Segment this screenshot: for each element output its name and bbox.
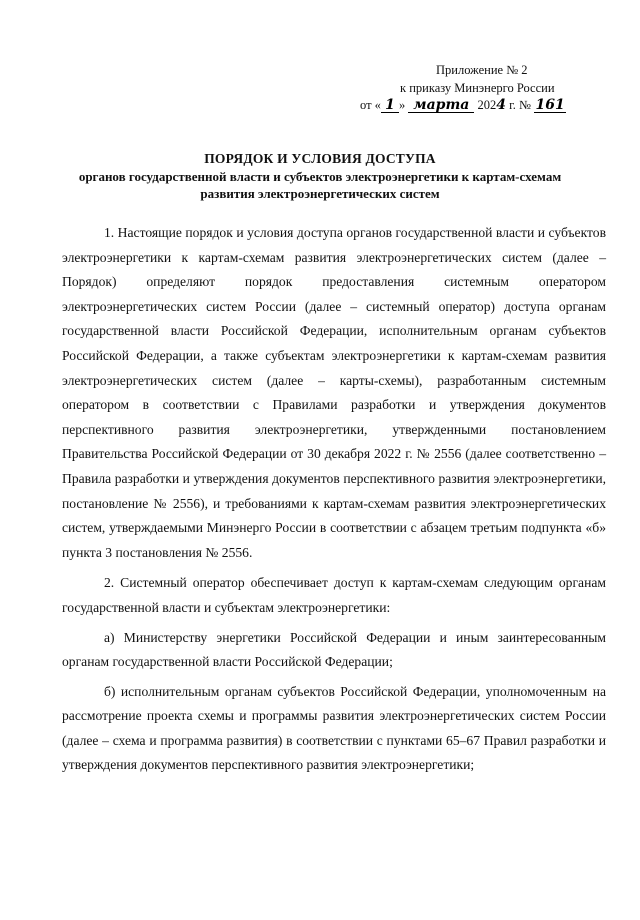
year-prefix: 202	[477, 98, 497, 112]
appendix-block	[360, 62, 600, 115]
paragraph-2: 2. Системный оператор обеспечивает доступ к картам-схемам следующим органам государственной власти и субъектам электроэнергетики:	[62, 575, 606, 615]
date-prefix: от «	[360, 98, 381, 112]
handwritten-year-digit: 4	[496, 97, 506, 113]
document-title: ПОРЯДОК И УСЛОВИЯ ДОСТУПА	[204, 151, 436, 166]
paragraph-1: 1. Настоящие порядок и условия доступа органов государственной власти и субъектов электроэнергетики к картам-схемам развития электроэнергетических систем (далее – Порядок) определяют порядок предоставления системным оператором электроэнергетических систем России (далее – системный оператор) доступа органам государственной власти Российской Федерации, исполнительным органам субъектов Российской Федерации, а также субъектам электроэнергетики к картам-схемам развития электроэнергетических систем (далее – карты-схемы), разработанным системным оператором в соответствии с Правилами разработки и утверждения документов перспективного развития электроэнергетики, утвержденными постановлением Правительства Российской Федерации от 30 декабря 2022 г. № 2556 (далее соответственно – Правила разработки и утверждения документов перспективного развития электроэнергетики, постановление № 2556), и требованиями к картам-схемам развития электроэнергетических систем, утверждаемыми Минэнерго России в соответствии с абзацем третьим подпункта «б» пункта 3 постановления № 2556.	[62, 225, 606, 560]
number-prefix: г. №	[505, 98, 531, 112]
document-subtitle: органов государственной власти и субъектов электроэнергетики к картам-схемам развития электроэнергетических систем	[78, 169, 562, 201]
document-body	[62, 221, 606, 783]
paragraph-2b: б) исполнительным органам субъектов Российской Федерации, уполномоченным на рассмотрение проекта схемы и программы развития электроэнергетических систем России (далее – схема и программа развития) в соответствии с пунктами 65–67 Правил разработки и утверждения документов перспективного развития электроэнергетики;	[62, 683, 606, 773]
appendix-date-line	[360, 97, 600, 115]
handwritten-month: марта	[413, 97, 470, 113]
paragraph-2a: а) Министерству энергетики Российской Федерации и иным заинтересованным органам государственной власти Российской Федерации;	[62, 629, 606, 670]
date-mid: »	[398, 98, 406, 112]
document-heading	[60, 150, 580, 202]
appendix-order-ref: к приказу Минэнерго России	[400, 80, 555, 95]
appendix-title: Приложение № 2	[436, 63, 528, 77]
handwritten-order-number: 161	[535, 97, 565, 113]
handwritten-day: 1	[385, 97, 395, 113]
